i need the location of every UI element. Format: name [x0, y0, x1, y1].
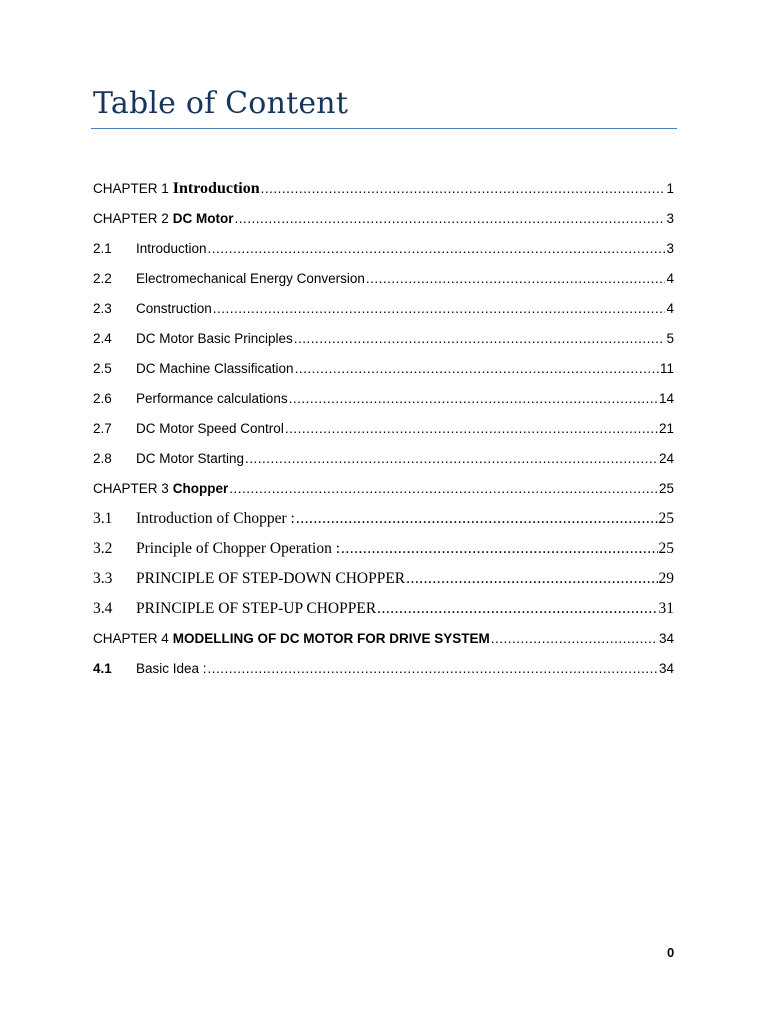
entry-page: 11: [659, 361, 674, 376]
chapter-label: CHAPTER 2: [93, 211, 169, 226]
entry-page: 25: [658, 540, 674, 557]
entry-title: DC Motor Starting: [136, 451, 245, 466]
dot-leader: [261, 178, 666, 200]
entry-number: 2.6: [93, 391, 112, 406]
entry-title: Electromechanical Energy Conversion: [136, 271, 365, 286]
entry-number: 2.5: [93, 361, 112, 376]
entry-title: DC Machine Classification: [136, 361, 294, 376]
entry-page: 31: [658, 600, 674, 617]
dot-leader: [235, 208, 666, 230]
toc-entry-chapter-1[interactable]: [93, 178, 674, 200]
toc-entry-chapter-4[interactable]: [93, 628, 674, 650]
page-number: 0: [667, 945, 675, 960]
entry-title: Basic Idea :: [136, 661, 207, 676]
toc-entry-3-2[interactable]: [93, 538, 674, 560]
dot-leader: [341, 538, 657, 560]
entry-title: Construction: [136, 301, 212, 316]
entry-number: 2.8: [93, 451, 112, 466]
toc-entry-4-1[interactable]: [93, 658, 674, 680]
title-underline: [91, 128, 677, 129]
dot-leader: [295, 358, 659, 380]
toc-entry-2-6[interactable]: [93, 388, 674, 410]
dot-leader: [285, 418, 658, 440]
toc-entry-2-4[interactable]: [93, 328, 674, 350]
dot-leader: [366, 268, 666, 290]
entry-number: 3.2: [93, 540, 113, 557]
entry-number: 3.1: [93, 510, 113, 527]
chapter-label: CHAPTER 1: [93, 181, 169, 196]
entry-page: 4: [666, 271, 674, 286]
entry-page: 24: [658, 451, 674, 466]
chapter-label: CHAPTER 3: [93, 481, 169, 496]
entry-title: Introduction: [172, 180, 260, 197]
entry-number: 2.4: [93, 331, 112, 346]
entry-title: PRINCIPLE OF STEP-DOWN CHOPPER: [136, 570, 406, 587]
dot-leader: [294, 328, 666, 350]
entry-title: DC Motor: [172, 211, 234, 226]
toc-entry-3-3[interactable]: [93, 568, 674, 590]
chapter-label: CHAPTER 4: [93, 631, 169, 646]
entry-page: 21: [658, 421, 674, 436]
toc-entry-2-8[interactable]: [93, 448, 674, 470]
dot-leader: [213, 298, 666, 320]
entry-page: 34: [658, 661, 674, 676]
entry-page: 29: [658, 570, 674, 587]
dot-leader: [377, 598, 657, 620]
toc-entry-chapter-2[interactable]: [93, 208, 674, 230]
dot-leader: [245, 448, 658, 470]
entry-page: 25: [658, 481, 674, 496]
entry-page: 14: [658, 391, 674, 406]
dot-leader: [296, 508, 658, 530]
entry-page: 5: [666, 331, 674, 346]
entry-title: Introduction of Chopper :: [136, 510, 295, 527]
entry-number: 4.1: [93, 661, 112, 676]
entry-title: Introduction: [136, 241, 207, 256]
toc-entry-3-4[interactable]: [93, 598, 674, 620]
toc-entry-3-1[interactable]: [93, 508, 674, 530]
entry-number: 2.3: [93, 301, 112, 316]
entry-number: 3.3: [93, 570, 113, 587]
entry-number: 3.4: [93, 600, 113, 617]
toc-entry-2-5[interactable]: [93, 358, 674, 380]
entry-page: 4: [666, 301, 674, 316]
dot-leader: [289, 388, 658, 410]
entry-title: DC Motor Basic Principles: [136, 331, 293, 346]
toc-entry-2-3[interactable]: [93, 298, 674, 320]
entry-number: 2.7: [93, 421, 112, 436]
dot-leader: [406, 568, 657, 590]
dot-leader: [208, 238, 666, 260]
entry-title: DC Motor Speed Control: [136, 421, 284, 436]
entry-title: MODELLING OF DC MOTOR FOR DRIVE SYSTEM: [172, 631, 490, 646]
entry-title: Principle of Chopper Operation :: [136, 540, 341, 557]
entry-page: 3: [666, 211, 674, 226]
page-title: Table of Content: [93, 86, 349, 121]
dot-leader: [208, 658, 658, 680]
dot-leader: [491, 628, 658, 650]
toc-entry-2-7[interactable]: [93, 418, 674, 440]
entry-title: Chopper: [172, 481, 229, 496]
entry-page: 3: [666, 241, 674, 256]
entry-page: 1: [666, 181, 674, 196]
dot-leader: [229, 478, 658, 500]
toc-entry-2-1[interactable]: [93, 238, 674, 260]
entry-title: PRINCIPLE OF STEP-UP CHOPPER: [136, 600, 377, 617]
entry-page: 25: [658, 510, 674, 527]
entry-number: 2.1: [93, 241, 112, 256]
toc-entry-chapter-3[interactable]: [93, 478, 674, 500]
entry-title: Performance calculations: [136, 391, 288, 406]
toc-entry-2-2[interactable]: [93, 268, 674, 290]
entry-page: 34: [658, 631, 674, 646]
entry-number: 2.2: [93, 271, 112, 286]
